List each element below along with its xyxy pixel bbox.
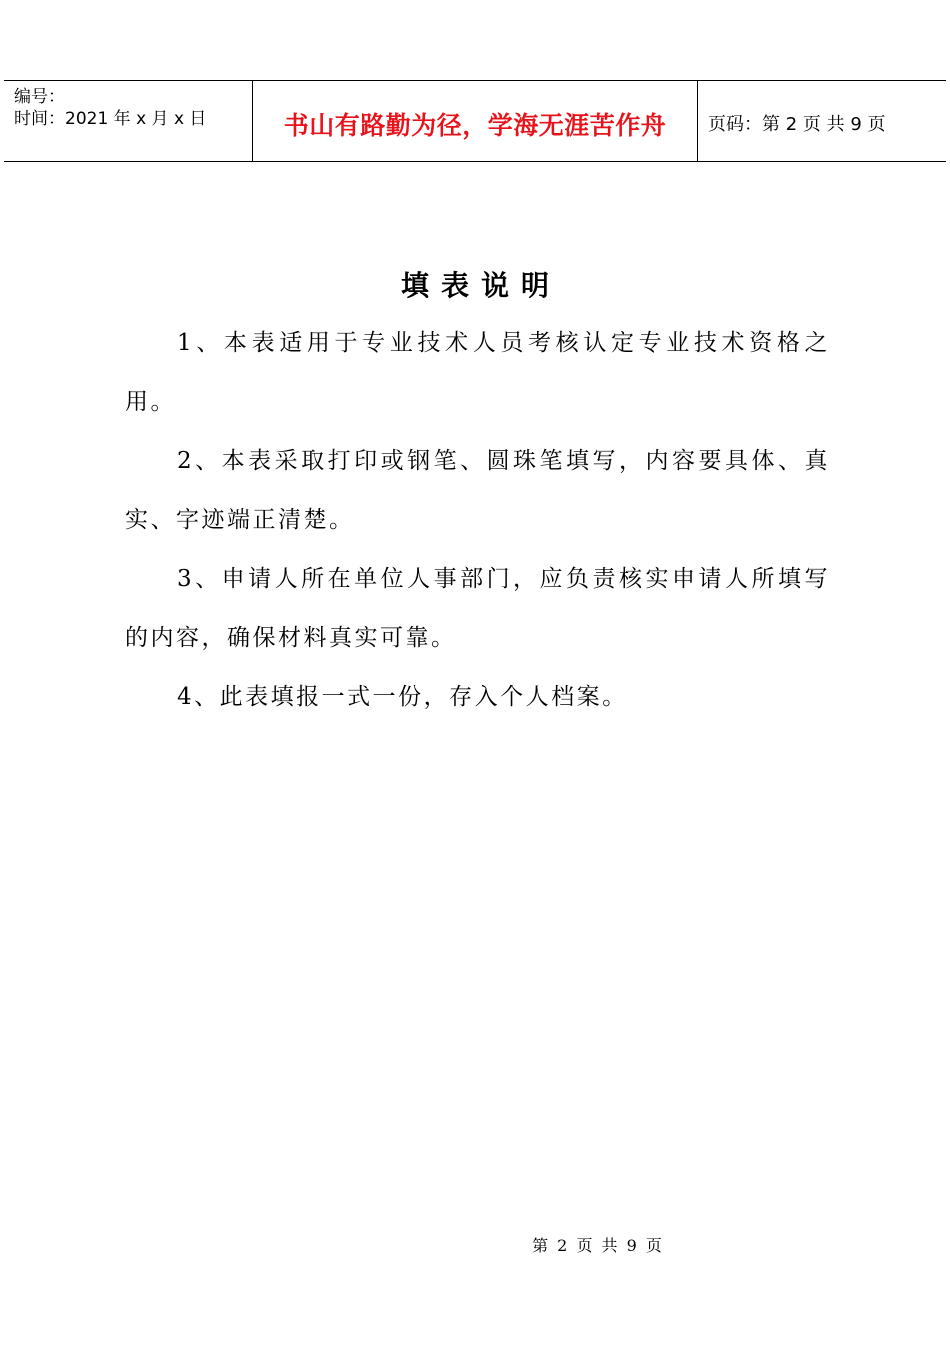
document-time: 时间：2021 年 x 月 x 日 <box>14 109 207 129</box>
header-page-info <box>698 81 946 161</box>
instruction-paragraph-1: 1、本表适用于专业技术人员考核认定专业技术资格之用。 <box>125 330 830 415</box>
instructions-body <box>125 314 830 727</box>
page-footer: 第 2 页 共 9 页 <box>532 1236 664 1255</box>
instruction-paragraph-3: 3、申请人所在单位人事部门，应负责核实申请人所填写的内容，确保材料真实可靠。 <box>125 566 830 651</box>
instruction-paragraph-2: 2、本表采取打印或钢笔、圆珠笔填写，内容要具体、真实、字迹端正清楚。 <box>125 448 830 533</box>
instruction-paragraph-4: 4、此表填报一式一份，存入个人档案。 <box>177 684 628 710</box>
header-motto-cell <box>253 81 698 161</box>
page-info-text: 页码：第 2 页 共 9 页 <box>708 114 886 135</box>
document-number-label: 编号： <box>14 87 65 107</box>
header-meta <box>4 81 253 161</box>
motto-text: 书山有路勤为径，学海无涯苦作舟 <box>283 111 667 140</box>
document-header <box>4 80 946 162</box>
page-title: 填表说明 <box>400 269 561 302</box>
